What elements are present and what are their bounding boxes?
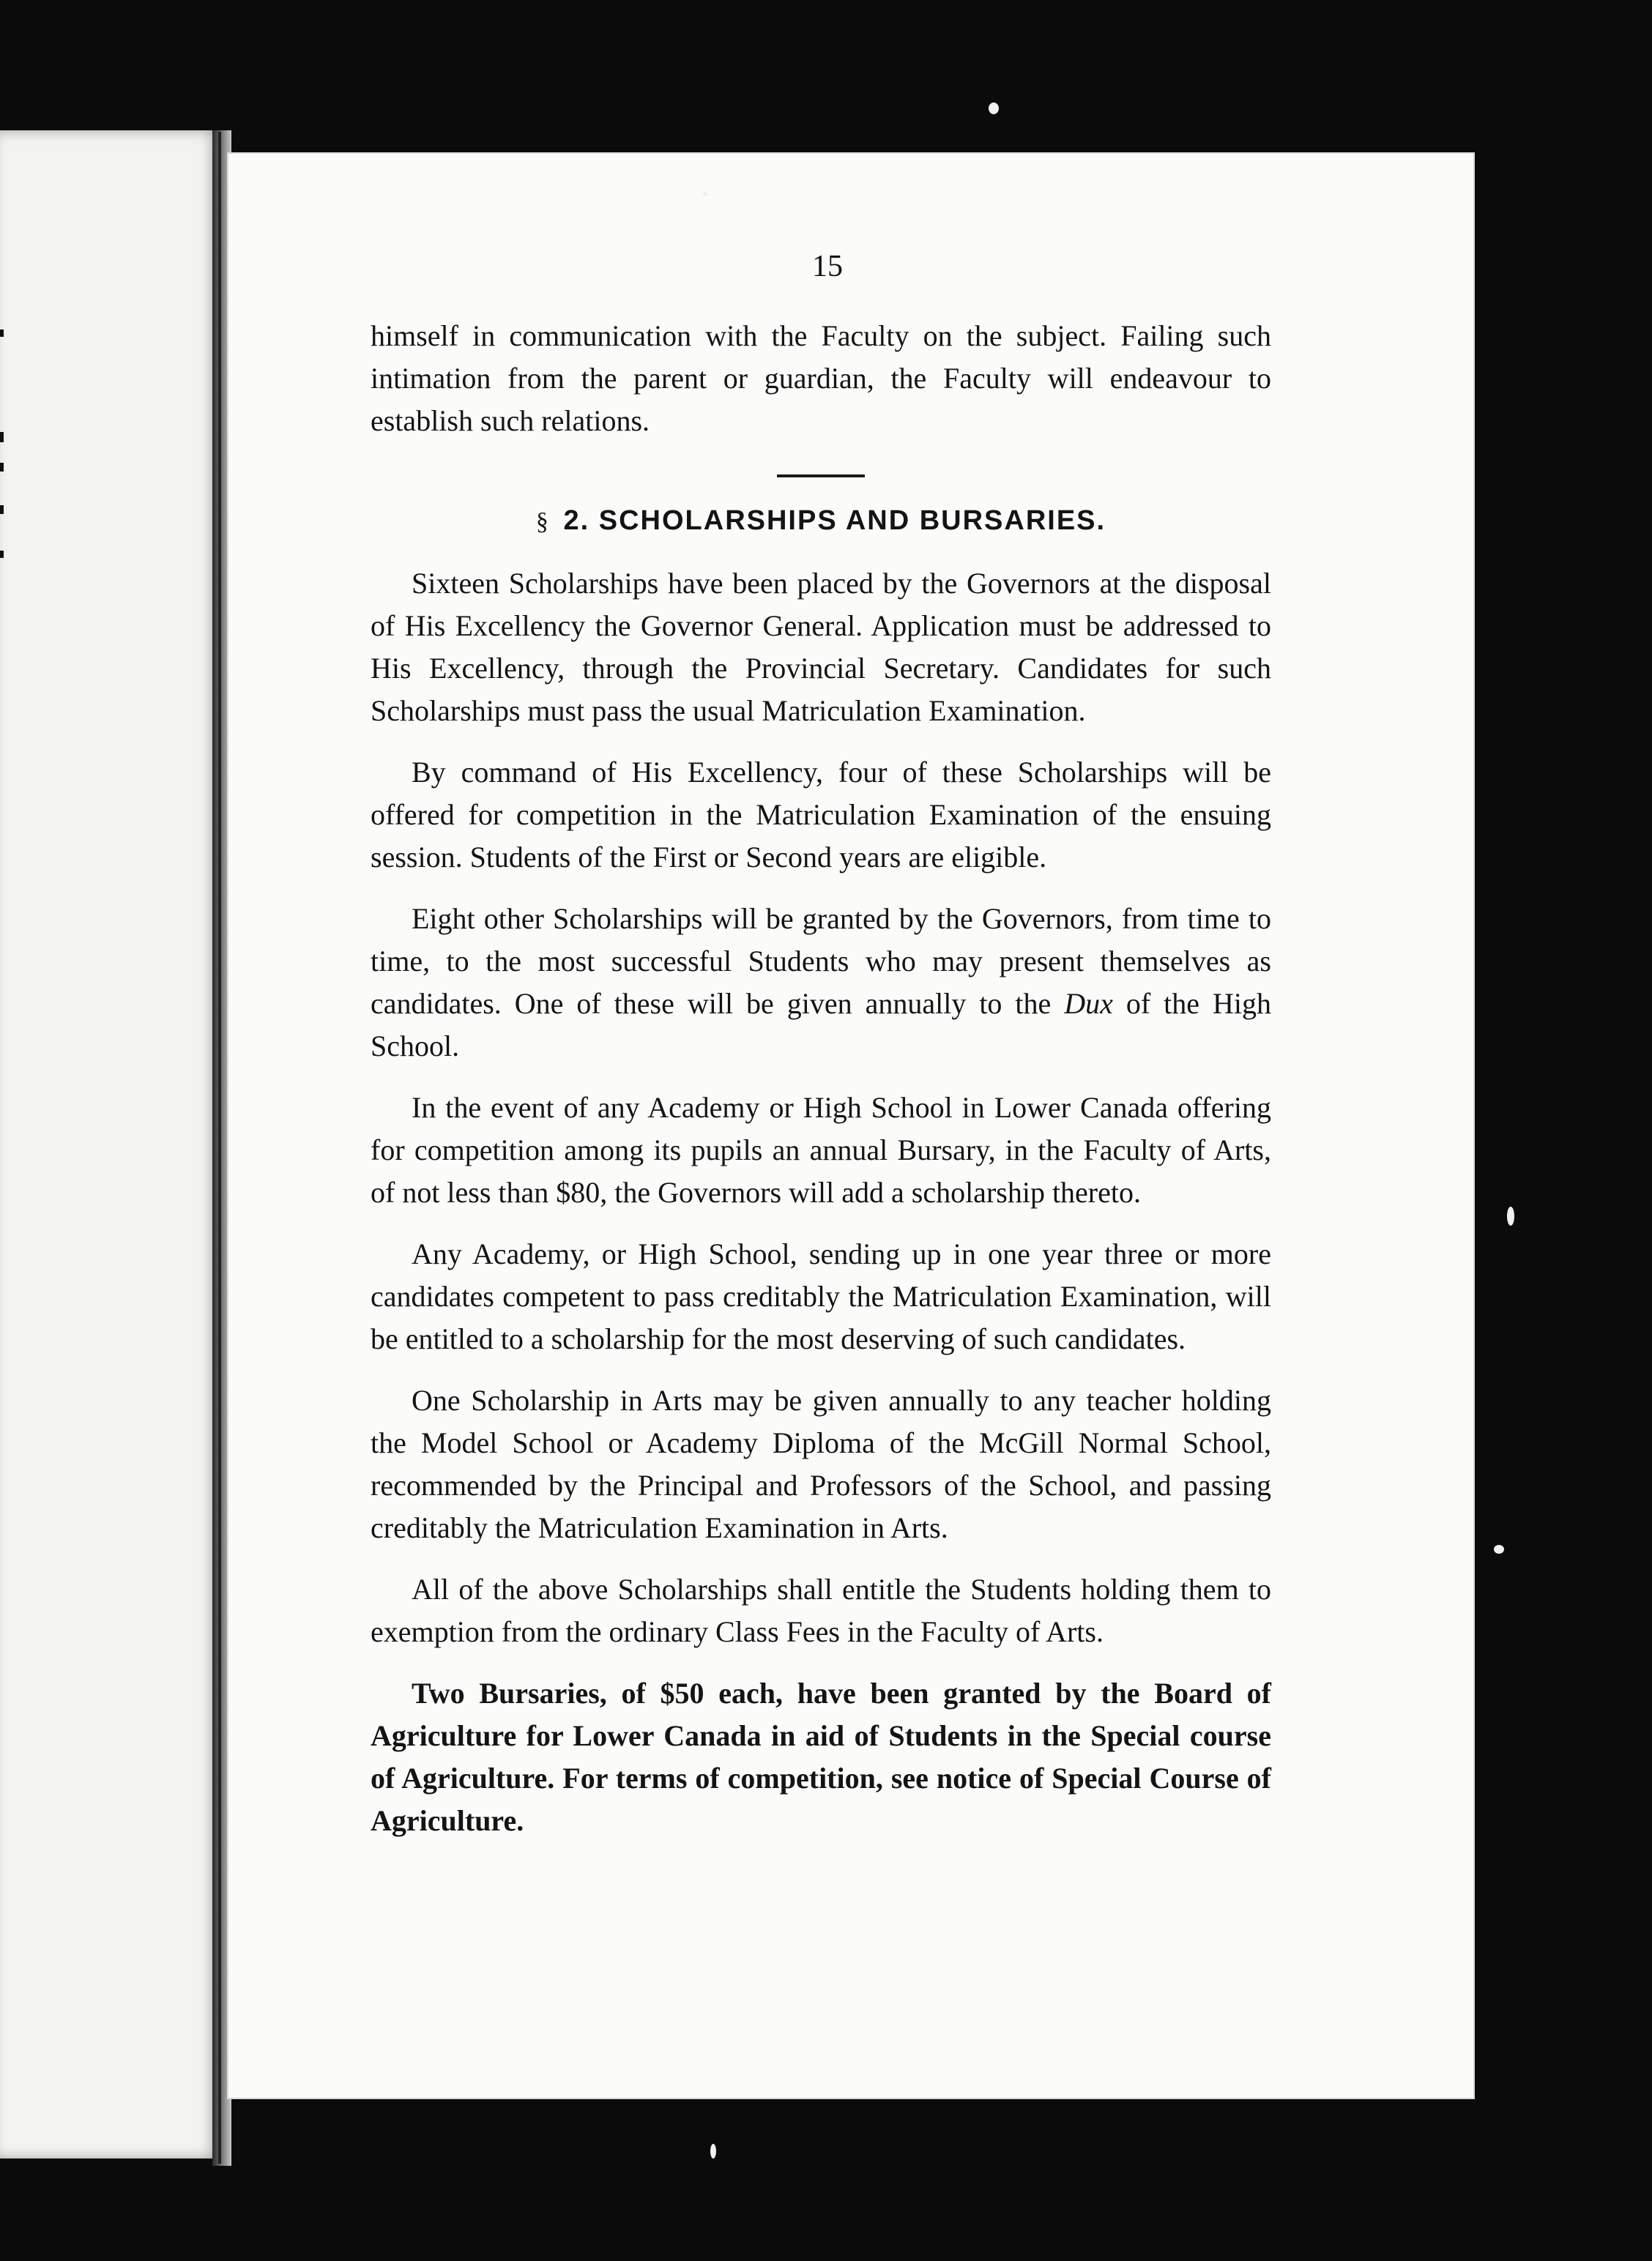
- paragraph-agriculture-bursaries: Two Bursaries, of $50 each, have been granted by the Board of Agriculture for Lower Canada in aid of Students in the Special course of Agriculture. For terms of competition, see notice of Special Course of Agriculture.: [371, 1677, 1271, 1837]
- paragraph-by-command: By command of His Excellency, four of these Scholarships will be offered for competition in the Matriculation Examination of the ensuing session. Students of the First or Second years are eligible.: [371, 756, 1271, 874]
- previous-page-edge: [0, 130, 220, 2158]
- paragraph-sixteen-scholarships: Sixteen Scholarships have been placed by the Governors at the disposal of His Excellency the Governor General. Application must be addressed to His Excellency, through the Provincial Secretary. Candidates for such Scholarships must pass the usual Matriculation Examination.: [371, 567, 1271, 727]
- paragraph-fee-exemption: All of the above Scholarships shall entitle the Students holding them to exemption from the ordinary Class Fees in the Faculty of Arts.: [371, 1573, 1271, 1648]
- intro-paragraph: himself in communication with the Faculty on the subject. Failing such intimation from the parent or guardian, the Faculty will endeavour to establish such relations.: [371, 319, 1271, 437]
- paragraph-academy-bursary: In the event of any Academy or High School in Lower Canada offering for competition among its pupils an annual Bursary, in the Faculty of Arts, of not less than $80, the Governors will add a scholarship thereto.: [371, 1091, 1271, 1209]
- page-body: [371, 315, 1271, 1861]
- page-fold-line: [218, 132, 221, 2164]
- dux-rest: of the High School.: [371, 987, 1272, 1062]
- section-divider: [777, 474, 865, 477]
- paragraph-teacher-scholarship: One Scholarship in Arts may be given annually to any teacher holding the Model School or Academy Diploma of the McGill Normal School, recommended by the Principal and Professors of the School, and passing creditably the Matriculation Examination in Arts.: [371, 1384, 1271, 1544]
- scan-speck: [703, 192, 707, 196]
- page-number: 15: [812, 250, 843, 283]
- scan-speck: [710, 2144, 716, 2158]
- paragraph-eight-other: [371, 898, 1271, 1068]
- section-heading: [371, 499, 1271, 543]
- scan-speck: [1494, 1545, 1504, 1554]
- paragraph-eight-other-text: Eight other Scholarships will be granted by the Governors, from time to time, to the most successful Students who may present themselves as candidates. One of these will be given annually to the: [371, 902, 1271, 1020]
- dux-term: Dux: [1064, 987, 1113, 1020]
- scan-speck: [989, 103, 999, 114]
- section-number: 2.: [563, 505, 590, 536]
- paragraph-candidates: Any Academy, or High School, sending up in one year three or more candidates competent to pass creditably the Matriculation Examination, will be entitled to a scholarship for the most deserving of such candidates.: [371, 1237, 1271, 1355]
- section-marker: §: [535, 508, 548, 535]
- scan-speck: [1507, 1207, 1514, 1226]
- section-title: SCHOLARSHIPS AND BURSARIES.: [598, 505, 1106, 536]
